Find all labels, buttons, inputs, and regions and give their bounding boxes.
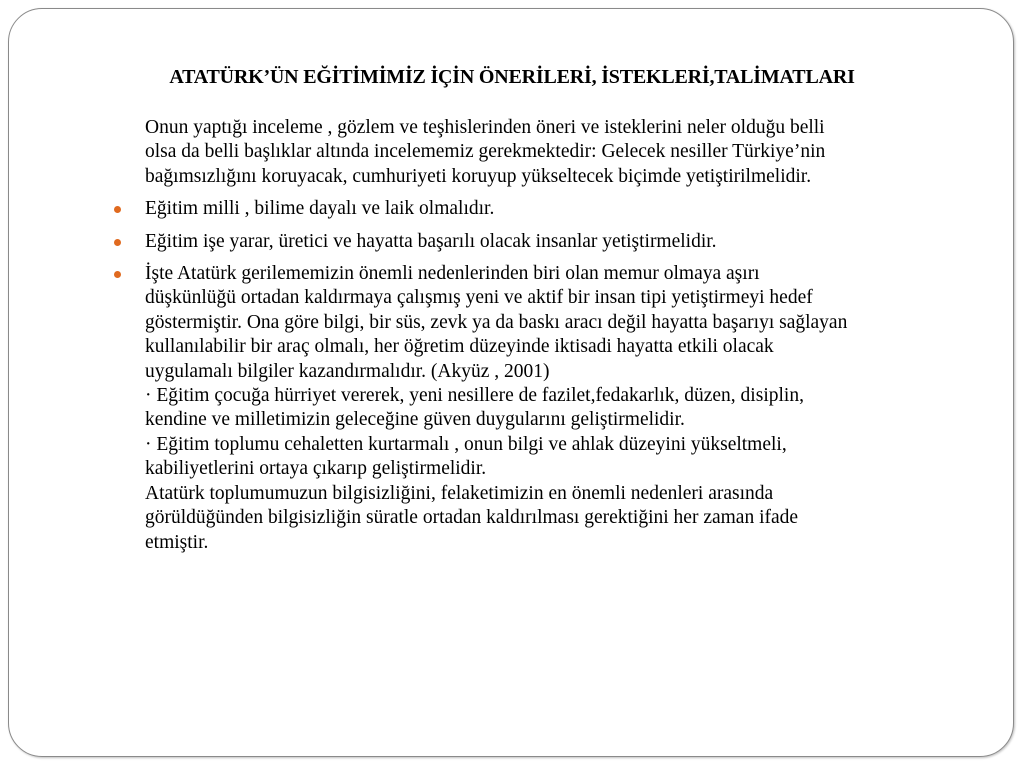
bullet-item (112, 230, 972, 254)
slide-title: ATATÜRK’ÜN EĞİTİMİMİZ İÇİN ÖNERİLERİ, İSTEKLERİ,TALİMATLARI (169, 66, 855, 88)
slide-body (112, 116, 972, 563)
bullet-line: · Eğitim toplumu cehaletten kurtarmalı , onun bilgi ve ahlak düzeyini yükseltmeli, (145, 433, 787, 455)
bullet-line: düşkünlüğü ortadan kaldırmaya çalışmış yeni ve aktif bir insan tipi yetiştirmeyi hedef (145, 287, 813, 309)
bullet-line: Eğitim milli , bilime dayalı ve laik olmalıdır. (145, 198, 495, 220)
bullet-line: etmiştir. (145, 531, 209, 553)
bullet-item (112, 262, 972, 555)
bullet-line: göstermiştir. Ona göre bilgi, bir süs, zevk ya da baskı aracı değil hayatta başarıyı sağlayan (145, 311, 848, 333)
intro-line: Onun yaptığı inceleme , gözlem ve teşhislerinden öneri ve isteklerini neler olduğu belli (145, 117, 825, 138)
bullet-line: kullanılabilir bir araç olmalı, her öğretim düzeyinde iktisadi hayatta etkili olacak (145, 336, 774, 358)
intro-line: olsa da belli başlıklar altında incelememiz gerekmektedir: Gelecek nesiller Türkiye’nin (145, 141, 826, 163)
bullet-dot-icon (114, 271, 121, 278)
bullet-line: uygulamalı bilgiler kazandırmalıdır. (Akyüz , 2001) (145, 360, 550, 382)
bullet-line: kendine ve milletimizin geleceğine güven duygularını geliştirmelidir. (145, 409, 685, 431)
bullet-line: · Eğitim çocuğa hürriyet vererek, yeni nesillere de fazilet,fedakarlık, düzen, disiplin, (145, 385, 804, 407)
bullet-line: görüldüğünden bilgisizliğin süratle ortadan kaldırılması gerektiğini her zaman ifade (145, 507, 799, 529)
intro-paragraph (145, 116, 972, 189)
bullet-line: Eğitim işe yarar, üretici ve hayatta başarılı olacak insanlar yetiştirmelidir. (145, 230, 717, 252)
bullet-line: Atatürk toplumumuzun bilgisizliğini, felaketimizin en önemli nedenleri arasında (145, 482, 774, 504)
bullet-dot-icon (114, 206, 121, 213)
bullet-line: kabiliyetlerini ortaya çıkarıp geliştirmelidir. (145, 458, 487, 480)
bullet-dot-icon (114, 239, 121, 246)
intro-line: bağımsızlığını koruyacak, cumhuriyeti koruyup yükseltecek biçimde yetiştirilmelidir. (145, 165, 812, 187)
bullet-item (112, 197, 972, 221)
bullet-line: İşte Atatürk gerilememizin önemli nedenlerinden biri olan memur olmaya aşırı (145, 263, 760, 285)
